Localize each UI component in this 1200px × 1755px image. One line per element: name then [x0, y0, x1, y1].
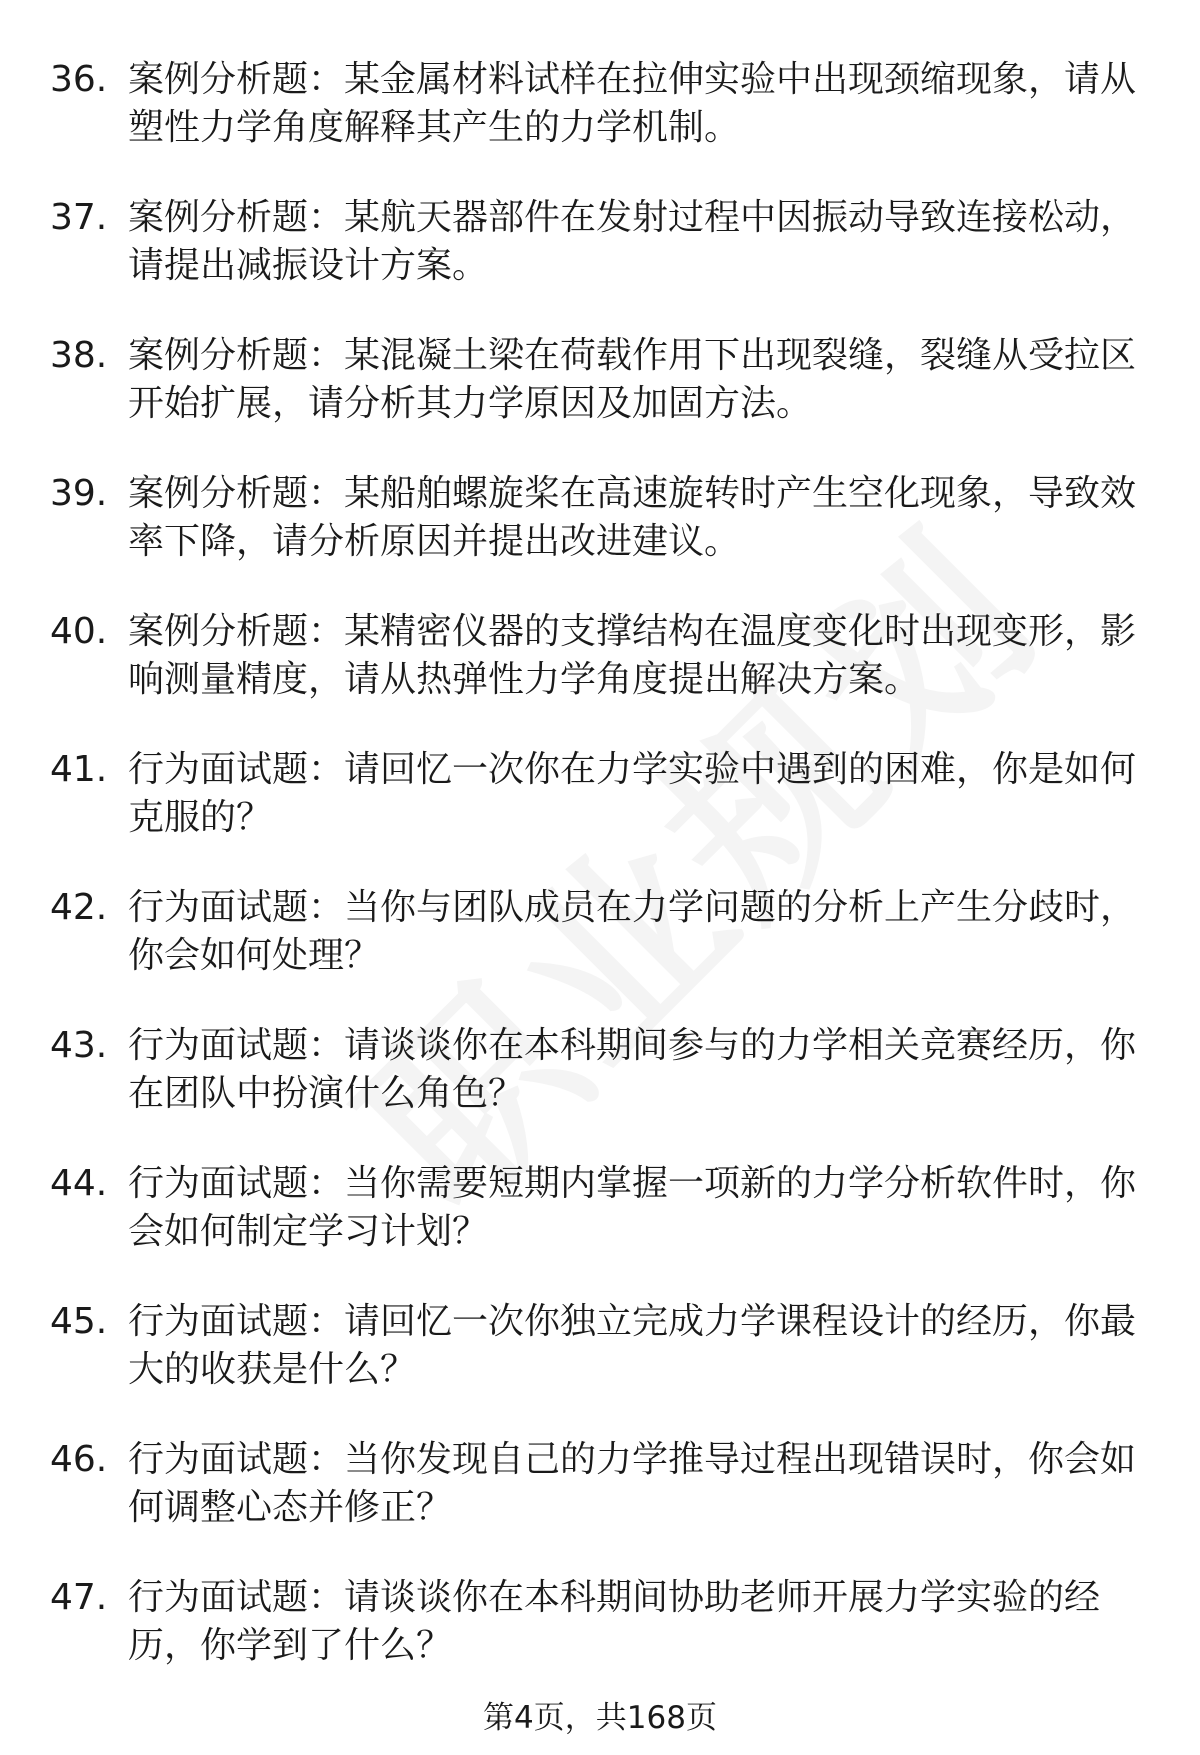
question-item — [50, 1022, 1160, 1118]
page-number-label: 第4页，共168页 — [483, 1700, 717, 1736]
question-text: 行为面试题：当你发现自己的力学推导过程出现错误时，你会如何调整心态并修正？ — [128, 1439, 1137, 1528]
question-text: 案例分析题：某金属材料试样在拉伸实验中出现颈缩现象，请从塑性力学角度解释其产生的力学机制。 — [128, 59, 1137, 148]
question-text: 行为面试题：请谈谈你在本科期间协助老师开展力学实验的经历，你学到了什么？ — [128, 1577, 1101, 1666]
question-list — [50, 56, 1160, 1712]
question-text: 行为面试题：当你需要短期内掌握一项新的力学分析软件时，你会如何制定学习计划？ — [128, 1163, 1137, 1252]
question-number: 44. — [50, 1163, 108, 1204]
question-number: 41. — [50, 749, 108, 790]
question-number: 47. — [50, 1577, 108, 1618]
question-number: 45. — [50, 1301, 108, 1342]
question-item — [50, 56, 1160, 152]
question-number: 38. — [50, 335, 108, 376]
question-item — [50, 1436, 1160, 1532]
question-item — [50, 194, 1160, 290]
question-text: 行为面试题：请回忆一次你独立完成力学课程设计的经历，你最大的收获是什么？ — [128, 1301, 1137, 1390]
question-item — [50, 608, 1160, 704]
question-number: 37. — [50, 197, 108, 238]
question-item — [50, 884, 1160, 980]
question-item — [50, 1298, 1160, 1394]
question-text: 案例分析题：某航天器部件在发射过程中因振动导致连接松动，请提出减振设计方案。 — [128, 197, 1137, 286]
question-number: 39. — [50, 473, 108, 514]
question-item — [50, 1160, 1160, 1256]
question-number: 43. — [50, 1025, 108, 1066]
question-text: 行为面试题：当你与团队成员在力学问题的分析上产生分歧时，你会如何处理？ — [128, 887, 1137, 976]
question-text: 案例分析题：某船舶螺旋桨在高速旋转时产生空化现象，导致效率下降，请分析原因并提出改进建议。 — [128, 473, 1137, 562]
question-text: 案例分析题：某精密仪器的支撑结构在温度变化时出现变形，影响测量精度，请从热弹性力学角度提出解决方案。 — [128, 611, 1137, 700]
page-footer — [0, 1698, 1200, 1738]
question-item — [50, 746, 1160, 842]
question-text: 行为面试题：请谈谈你在本科期间参与的力学相关竞赛经历，你在团队中扮演什么角色？ — [128, 1025, 1137, 1114]
question-text: 行为面试题：请回忆一次你在力学实验中遇到的困难，你是如何克服的？ — [128, 749, 1137, 838]
question-number: 36. — [50, 59, 108, 100]
question-number: 40. — [50, 611, 108, 652]
question-item — [50, 332, 1160, 428]
question-text: 案例分析题：某混凝土梁在荷载作用下出现裂缝，裂缝从受拉区开始扩展，请分析其力学原因及加固方法。 — [128, 335, 1137, 424]
question-number: 46. — [50, 1439, 108, 1480]
question-item — [50, 1574, 1160, 1670]
question-item — [50, 470, 1160, 566]
question-number: 42. — [50, 887, 108, 928]
